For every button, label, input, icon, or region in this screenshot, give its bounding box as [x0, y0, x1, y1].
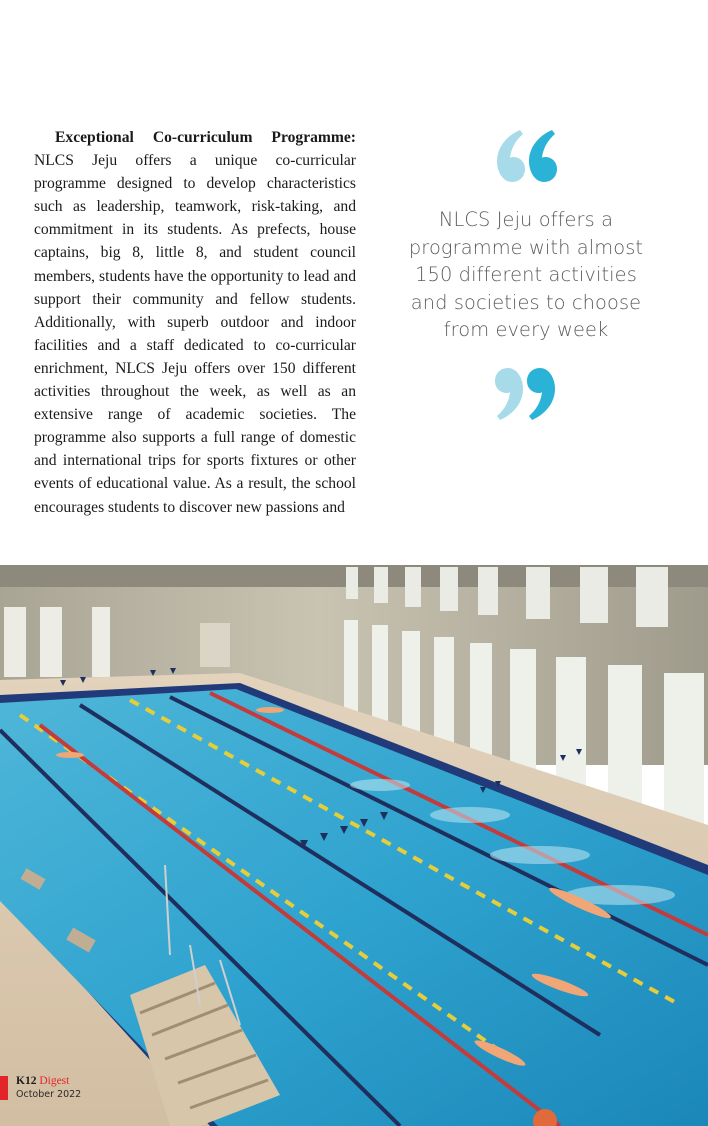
brand-k12: K12 — [16, 1075, 37, 1087]
close-quote-icon — [494, 364, 558, 422]
footer-date: October 2022 — [16, 1089, 82, 1100]
swimming-pool-photo — [0, 565, 708, 1126]
footer-brand — [16, 1075, 69, 1088]
open-quote-icon — [494, 128, 558, 186]
article-body: NLCS Jeju offers a unique co-curricular programme designed to develop characteristics such as leadership, teamwork, risk-taking, and commitment in its students. As prefects, house captains, big 8, little 8, and student council members, students have the opportunity to lead and support their community and fellow students. Additionally, with superb outdoor and indoor facilities and a staff dedicated to co-curricular enrichment, NLCS Jeju offers over 150 different activities throughout the week, as well as an extensive range of academic societies. The programme also supports a full range of domestic and international trips for sports fixtures or other events of educational value. As a result, the school encourages students to discover new passions and — [34, 152, 356, 516]
article-heading: Exceptional Co-curriculum Programme: — [55, 129, 356, 146]
brand-digest: Digest — [39, 1075, 70, 1087]
pool-illustration — [0, 565, 708, 1126]
pull-quote — [400, 128, 652, 422]
article-paragraph — [34, 126, 356, 519]
pull-quote-text: NLCS Jeju offers a programme with almost 150 different activities and societies to choose from every week — [408, 208, 644, 342]
footer-accent-bar — [0, 1076, 8, 1100]
article-column — [34, 126, 356, 519]
